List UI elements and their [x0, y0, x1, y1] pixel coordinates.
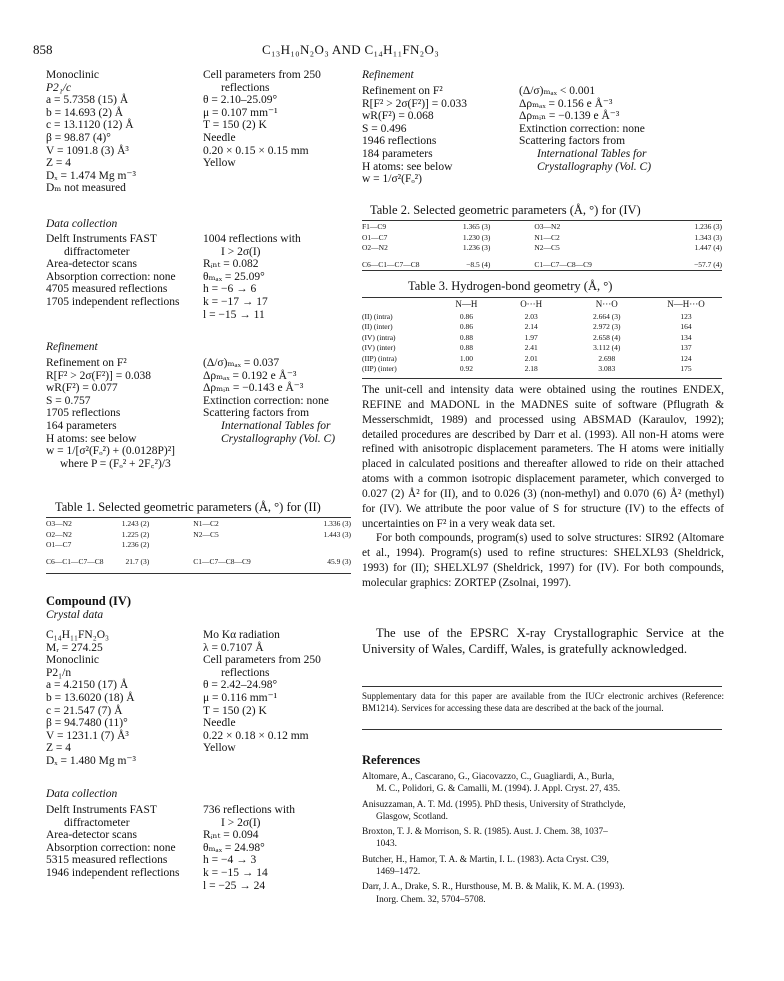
- table-row: [362, 233, 722, 244]
- text-line: S = 0.496: [362, 122, 407, 135]
- reference-line: Glasgow, Scotland.: [376, 811, 448, 822]
- text-line: h = −4 → 3: [203, 854, 257, 867]
- table-header-cell: N—H···O: [667, 299, 705, 309]
- reference-line: Anisuzzaman, A. T. Md. (1995). PhD thesis, University of Strathclyde,: [362, 799, 626, 810]
- table-cell: 1.236 (2): [121, 540, 150, 549]
- text-line: b = 13.6020 (18) Å: [46, 691, 135, 704]
- acknowledgement: The use of the EPSRC X-ray Crystallographic Service at the University of Wales, Cardiff, Wales, is gratefully acknowledged.: [362, 626, 724, 657]
- table-cell: 134: [680, 332, 692, 342]
- table-cell: 2.698: [598, 353, 616, 363]
- table-cell: 1.236 (3): [462, 243, 491, 252]
- reference-item: [362, 799, 724, 824]
- text-line: Refinement on F²: [46, 357, 127, 369]
- table-row: [362, 333, 722, 344]
- text-line: θ = 2.10–25.09°: [203, 94, 278, 107]
- text-line: β = 98.87 (4)°: [46, 131, 111, 144]
- data-collection-ii-col2: [203, 233, 301, 321]
- text-line: Monoclinic: [46, 69, 100, 81]
- table-cell: O3—N2: [534, 222, 561, 231]
- table-cell: C1—C7—C8—C9: [534, 259, 592, 269]
- table-header-row: [362, 299, 722, 312]
- text-line: 184 parameters: [362, 147, 433, 160]
- table-header-cell: N—H: [455, 299, 478, 309]
- text-line: Mo Kα radiation: [203, 629, 280, 641]
- reference-line: 1043.: [376, 839, 397, 850]
- text-line: (Δ/σ)ₘₐₓ = 0.037: [203, 357, 280, 369]
- text-line: 0.20 × 0.15 × 0.15 mm: [203, 144, 309, 157]
- data-collection-iv-col1: [46, 804, 180, 880]
- text-line: a = 4.2150 (17) Å: [46, 679, 129, 692]
- table-cell: 2.18: [524, 364, 538, 373]
- crystal-data-ii-col2: [203, 69, 321, 170]
- text-line: diffractometer: [64, 816, 130, 829]
- reference-line: Darr, J. A., Drake, S. R., Hursthouse, M. B. & Malik, K. M. A. (1993).: [362, 882, 625, 893]
- table-cell: N1—C2: [534, 232, 560, 242]
- page-number: 858: [33, 42, 53, 57]
- table-row: [362, 312, 722, 323]
- text-line: Area-detector scans: [46, 258, 137, 271]
- text-line: l = −15 → 11: [203, 308, 265, 321]
- table-cell: (IIP) (intra): [362, 353, 397, 363]
- table-cell: 137: [680, 343, 692, 352]
- table-1: [46, 519, 351, 567]
- table-cell: (IV) (intra): [362, 332, 396, 342]
- text-line: Extinction correction: none: [519, 122, 645, 135]
- crystal-data-heading-iv: Crystal data: [46, 609, 104, 621]
- table-cell: C1—C7—C8—C9: [193, 556, 251, 566]
- table-cell: −8.5 (4): [466, 259, 491, 269]
- table-row: [46, 530, 351, 541]
- crystal-data-iv-col1: [46, 629, 136, 768]
- text-line: Cell parameters from 250: [203, 69, 321, 81]
- table-cell: 3.083: [598, 364, 616, 373]
- table-cell: 1.230 (3): [462, 232, 491, 242]
- text-line: V = 1091.8 (3) Å³: [46, 144, 129, 157]
- table-cell: 1.443 (3): [323, 529, 351, 539]
- table-cell: F1—C9: [362, 222, 387, 231]
- text-line: μ = 0.107 mm⁻¹: [203, 106, 278, 119]
- table-cell: 2.01: [524, 353, 538, 363]
- reference-line: Inorg. Chem. 32, 5704–5708.: [376, 894, 486, 905]
- text-line: 0.22 × 0.18 × 0.12 mm: [203, 729, 309, 742]
- text-line: 4705 measured reflections: [46, 283, 168, 296]
- references-heading: References: [362, 753, 421, 767]
- text-line: T = 150 (2) K: [203, 704, 267, 717]
- refinement-heading-iv: Refinement: [362, 69, 414, 81]
- table-cell: 1.243 (2): [121, 519, 150, 528]
- table-row: [362, 243, 722, 254]
- text-line: Yellow: [203, 742, 236, 755]
- text-line: a = 5.7358 (15) Å: [46, 94, 129, 107]
- table-header-cell: O···H: [520, 299, 543, 309]
- text-line: Dₓ = 1.474 Mg m⁻³: [46, 169, 136, 182]
- text-line: H atoms: see below: [362, 160, 453, 173]
- text-line: Refinement on F²: [362, 85, 443, 97]
- table-cell: [251, 540, 351, 551]
- refinement-iv-col2: [519, 85, 651, 173]
- reference-item: [362, 854, 724, 879]
- text-line: c = 21.547 (7) Å: [46, 704, 123, 717]
- reference-item: [362, 771, 724, 796]
- table-cell: O1—C7: [46, 540, 72, 549]
- refinement-ii-col1: [46, 357, 175, 470]
- table-cell: (IIP) (inter): [362, 364, 397, 373]
- table-cell: N1—C2: [193, 519, 219, 528]
- text-line: Rᵢₙₜ = 0.082: [203, 258, 259, 271]
- reference-line: Butcher, H., Hamor, T. A. & Martin, I. L. (1983). Acta Cryst. C39,: [362, 854, 609, 865]
- text-line: Dₘ not measured: [46, 182, 126, 195]
- text-line: Crystallography (Vol. C): [221, 432, 336, 445]
- text-line: Absorption correction: none: [46, 841, 176, 854]
- table-header-cell: [362, 299, 434, 312]
- table-cell: 0.88: [459, 343, 473, 352]
- text-line: w = 1/σ²(Fₒ²): [362, 173, 422, 186]
- table-row: [362, 354, 722, 365]
- text-line: wR(F²) = 0.068: [362, 110, 434, 123]
- table-cell: 1.236 (3): [694, 222, 722, 231]
- compound-iv-heading: Compound (IV): [46, 594, 132, 608]
- text-line: θ = 2.42–24.98°: [203, 679, 278, 692]
- text-line: θₘₐₓ = 25.09°: [203, 270, 265, 283]
- text-line: I > 2σ(I): [221, 816, 261, 829]
- supplementary-note: Supplementary data for this paper are available from the IUCr electronic archives (Reference: BM1214). Services for accessing these data are described at the back of the journal.: [362, 691, 724, 713]
- table-cell: 2.664 (3): [593, 311, 621, 321]
- table-cell: 1.365 (3): [462, 222, 491, 231]
- table-cell: 0.86: [459, 311, 473, 321]
- table-cell: C6—C1—C7—C8: [46, 556, 104, 566]
- text-line: S = 0.757: [46, 394, 91, 407]
- text-line: Dₓ = 1.480 Mg m⁻³: [46, 754, 136, 767]
- table-cell: −57.7 (4): [694, 259, 722, 269]
- table-row-torsion: [362, 254, 722, 271]
- table-cell: 124: [680, 353, 692, 363]
- table-cell: 2.658 (4): [593, 332, 621, 342]
- table-row: [362, 222, 722, 233]
- table-cell: 164: [680, 322, 692, 331]
- text-line: Scattering factors from: [519, 135, 626, 148]
- table-cell: 2.03: [524, 311, 538, 321]
- text-line: reflections: [221, 666, 270, 679]
- text-line: Δρₘᵢₙ = −0.143 e Å⁻³: [203, 382, 304, 395]
- text-line: International Tables for: [221, 419, 331, 432]
- table-cell: 2.41: [524, 343, 538, 352]
- text-line: 736 reflections with: [203, 804, 295, 816]
- text-line: wR(F²) = 0.077: [46, 382, 118, 395]
- text-line: Z = 4: [46, 742, 72, 755]
- table-cell: 1.447 (4): [694, 243, 722, 252]
- table-cell: 1.343 (3): [694, 232, 722, 242]
- table-cell: O3—N2: [46, 519, 72, 528]
- text-line: λ = 0.7107 Å: [203, 641, 264, 654]
- table-cell: O1—C7: [362, 232, 388, 242]
- table-cell: 1.97: [524, 332, 538, 342]
- text-line: R[F² > 2σ(F²)] = 0.033: [362, 97, 467, 110]
- text-line: β = 94.7480 (11)°: [46, 717, 128, 730]
- table-cell: [179, 540, 251, 551]
- text-line: V = 1231.1 (7) Å³: [46, 729, 129, 742]
- table-cell: C6—C1—C7—C8: [362, 259, 420, 269]
- crystal-data-ii-col1: [46, 69, 136, 195]
- text-line: Extinction correction: none: [203, 394, 329, 407]
- table-cell: N2—C5: [193, 529, 219, 539]
- table-cell: 45.9 (3): [327, 556, 351, 566]
- text-line: R[F² > 2σ(F²)] = 0.038: [46, 369, 151, 382]
- reference-item: [362, 826, 724, 851]
- table-row: [362, 364, 722, 375]
- table-cell: 2.972 (3): [593, 322, 621, 331]
- table-cell: 1.336 (3): [323, 519, 351, 528]
- reference-item: [362, 881, 724, 906]
- table-cell: O2—N2: [46, 529, 72, 539]
- text-line: l = −25 → 24: [203, 879, 266, 892]
- text-line: 1946 independent reflections: [46, 866, 180, 879]
- table-row: [46, 540, 351, 551]
- table-cell: N2—C5: [534, 243, 560, 252]
- text-line: where P = (Fₒ² + 2F꜀²)/3: [60, 457, 171, 470]
- table-cell: O2—N2: [362, 243, 388, 252]
- text-line: 1004 reflections with: [203, 233, 301, 245]
- text-line: k = −17 → 17: [203, 295, 268, 308]
- text-line: Z = 4: [46, 157, 72, 170]
- text-line: Delft Instruments FAST: [46, 233, 157, 245]
- text-line: Cell parameters from 250: [203, 654, 321, 667]
- table-cell: 0.86: [459, 322, 473, 331]
- text-line: Mᵣ = 274.25: [46, 641, 103, 654]
- data-collection-ii-col1: [46, 233, 180, 309]
- text-line: P2₁/n: [46, 666, 72, 679]
- text-line: c = 13.1120 (12) Å: [46, 119, 134, 132]
- running-title: C₁₃H₁₀N₂O₃ AND C₁₄H₁₁FN₂O₃: [262, 42, 440, 57]
- text-line: Δρₘₐₓ = 0.192 e Å⁻³: [203, 369, 297, 382]
- table-cell: 175: [680, 364, 692, 373]
- data-collection-heading-ii: Data collection: [46, 218, 118, 230]
- text-line: H atoms: see below: [46, 432, 137, 445]
- reference-line: Altomare, A., Cascarano, G., Giacovazzo, C., Guagliardi, A., Burla,: [362, 772, 615, 782]
- table-header-cell: N···O: [595, 299, 618, 309]
- text-line: P2₁/c: [46, 81, 72, 94]
- table-2-caption: Table 2. Selected geometric parameters (Å, °) for (IV): [370, 203, 641, 217]
- table-cell: 1.00: [459, 353, 473, 363]
- text-line: diffractometer: [64, 245, 130, 258]
- data-collection-iv-col2: [203, 804, 295, 892]
- text-line: C₁₄H₁₁FN₂O₃: [46, 629, 110, 641]
- text-line: θₘₐₓ = 24.98°: [203, 841, 265, 854]
- text-line: Needle: [203, 717, 236, 730]
- table-2: [362, 222, 722, 270]
- table-3-caption: Table 3. Hydrogen-bond geometry (Å, °): [408, 279, 613, 293]
- text-line: Area-detector scans: [46, 829, 137, 842]
- text-line: Δρₘᵢₙ = −0.139 e Å⁻³: [519, 110, 620, 123]
- table-cell: 3.112 (4): [593, 343, 621, 352]
- text-line: Delft Instruments FAST: [46, 804, 157, 816]
- text-line: Monoclinic: [46, 654, 100, 667]
- table-cell: 0.92: [459, 364, 473, 373]
- table-row: [362, 322, 722, 333]
- reference-line: Broxton, T. J. & Morrison, S. R. (1985). Aust. J. Chem. 38, 1037–: [362, 827, 608, 838]
- reference-line: 1469–1472.: [376, 867, 421, 878]
- text-line: 5315 measured reflections: [46, 854, 168, 867]
- text-line: reflections: [221, 81, 270, 94]
- text-line: Absorption correction: none: [46, 270, 176, 283]
- table-cell: 21.7 (3): [125, 556, 150, 566]
- text-line: Rᵢₙₜ = 0.094: [203, 829, 259, 842]
- table-cell: (II) (intra): [362, 311, 393, 321]
- text-line: h = −6 → 6: [203, 283, 257, 296]
- data-collection-heading-iv: Data collection: [46, 788, 118, 800]
- text-line: μ = 0.116 mm⁻¹: [203, 691, 278, 704]
- references-list: [362, 771, 724, 909]
- crystal-data-iv-col2: [203, 629, 321, 755]
- text-line: Yellow: [203, 157, 236, 170]
- text-line: I > 2σ(I): [221, 245, 261, 258]
- text-line: 1705 reflections: [46, 407, 121, 420]
- refinement-iv-col1: [362, 85, 467, 186]
- text-line: 1946 reflections: [362, 135, 437, 148]
- table-cell: 1.225 (2): [121, 529, 150, 539]
- text-line: b = 14.693 (2) Å: [46, 106, 124, 119]
- table-1-caption: Table 1. Selected geometric parameters (Å, °) for (II): [55, 500, 321, 514]
- text-line: k = −15 → 14: [203, 866, 268, 879]
- table-cell: (IV) (inter): [362, 343, 396, 352]
- text-line: Scattering factors from: [203, 407, 310, 420]
- table-3: [362, 299, 722, 375]
- text-line: (Δ/σ)ₘₐₓ < 0.001: [519, 85, 596, 97]
- body-paragraph-1: The unit-cell and intensity data were obtained using the routines ENDEX, REFINE and MADONL in the MADNES suite of software (Pflugrath & Messerschmidt, 1989) and processed using ABSMAD (Karaulov, 1992); detailed procedures are described by Darr et al. (1993). All non-H atoms were refined with anisotropic displacement parameters. The H atoms were initially placed in calculated positions and thereafter allowed to ride on their attached atoms with a common isotropic displacement parameter, which converged to 0.027 (2) Å² for (II), and to 0.026 (3) (non-methyl) and 0.070 (6) Å² (methyl) for (IV). We attribute the poor value of S for structure (IV) to the effects of uncertainties on F² in a very weak data set.: [362, 384, 724, 530]
- refinement-heading-ii: Refinement: [46, 341, 98, 353]
- text-line: Crystallography (Vol. C): [537, 160, 652, 173]
- table-cell: 123: [680, 311, 692, 321]
- text-line: w = 1/[σ²(Fₒ²) + (0.0128P)²]: [46, 445, 175, 458]
- table-cell: 2.14: [524, 322, 538, 331]
- table-row: [46, 519, 351, 530]
- table-cell: (II) (inter): [362, 322, 393, 331]
- table-cell: 0.88: [459, 332, 473, 342]
- refinement-ii-col2: [203, 357, 335, 445]
- table-row-torsion: [46, 551, 351, 568]
- text-line: 1705 independent reflections: [46, 295, 180, 308]
- text-line: Δρₘₐₓ = 0.156 e Å⁻³: [519, 97, 613, 110]
- text-line: T = 150 (2) K: [203, 119, 267, 132]
- text-line: Needle: [203, 131, 236, 144]
- text-line: 164 parameters: [46, 419, 117, 432]
- reference-line: M. C., Polidori, G. & Camalli, M. (1994). J. Appl. Cryst. 27, 435.: [376, 784, 621, 795]
- table-row: [362, 343, 722, 354]
- body-paragraph-2: For both compounds, program(s) used to solve structures: SIR92 (Altomare et al., 1994). Program(s) used to refine structures: SHELXL93 (Sheldrick, 1993) for (II); SHELXL97 (Sheldrick, 1997) for (IV). For both compounds, molecular graphics: ZORTEP (Zsolnai, 1997).: [362, 532, 724, 589]
- text-line: International Tables for: [537, 147, 647, 160]
